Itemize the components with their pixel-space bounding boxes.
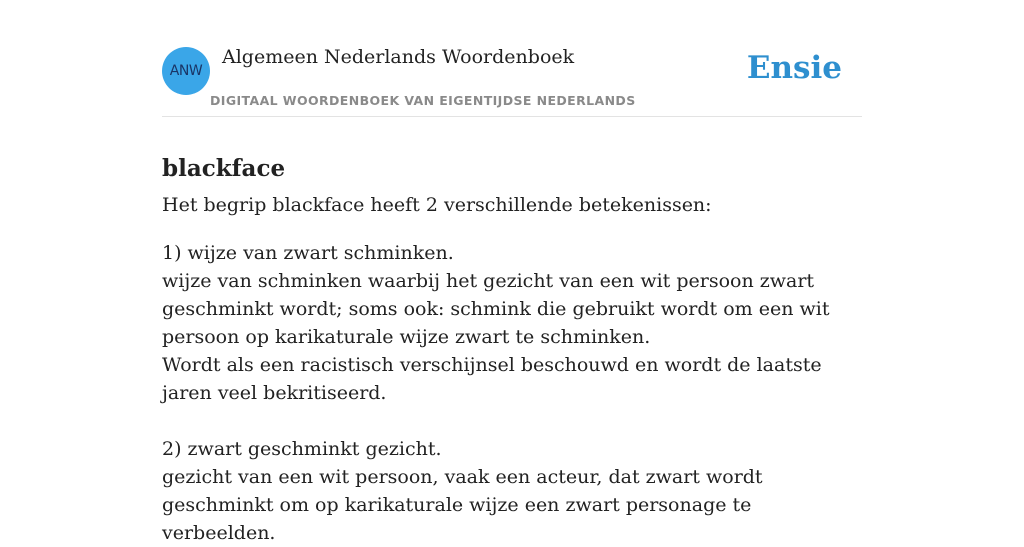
entry-definitions	[162, 239, 862, 547]
anw-logo[interactable]: ANW	[162, 47, 210, 95]
meaning-1-title: 1) wijze van zwart schminken.	[162, 242, 454, 264]
site-header	[162, 0, 862, 117]
meaning-separator	[162, 407, 862, 435]
ensie-brand-logo[interactable]: Ensie	[746, 50, 842, 86]
meaning-2-title: 2) zwart geschminkt gezicht.	[162, 438, 442, 460]
site-subtitle: DIGITAAL WOORDENBOEK VAN EIGENTIJDSE NEDERLANDS	[210, 93, 636, 108]
meaning-1-definition: wijze van schminken waarbij het gezicht van een wit persoon zwart geschminkt wordt; soms ook: schmink die gebruikt wordt om een wit persoon op karikaturale wijze zwart te schminken.	[162, 270, 830, 348]
meaning-2-definition: gezicht van een wit persoon, vaak een acteur, dat zwart wordt geschminkt om op karikaturale wijze een zwart personage te verbeelden.	[162, 466, 763, 544]
page-container	[162, 0, 862, 544]
entry-headword: blackface	[162, 155, 286, 183]
meaning-1-note: Wordt als een racistisch verschijnsel beschouwd en wordt de laatste jaren veel bekritiseerd.	[162, 354, 822, 404]
site-title[interactable]: Algemeen Nederlands Woordenboek	[222, 46, 575, 68]
entry-intro: Het begrip blackface heeft 2 verschillende betekenissen:	[162, 194, 712, 216]
